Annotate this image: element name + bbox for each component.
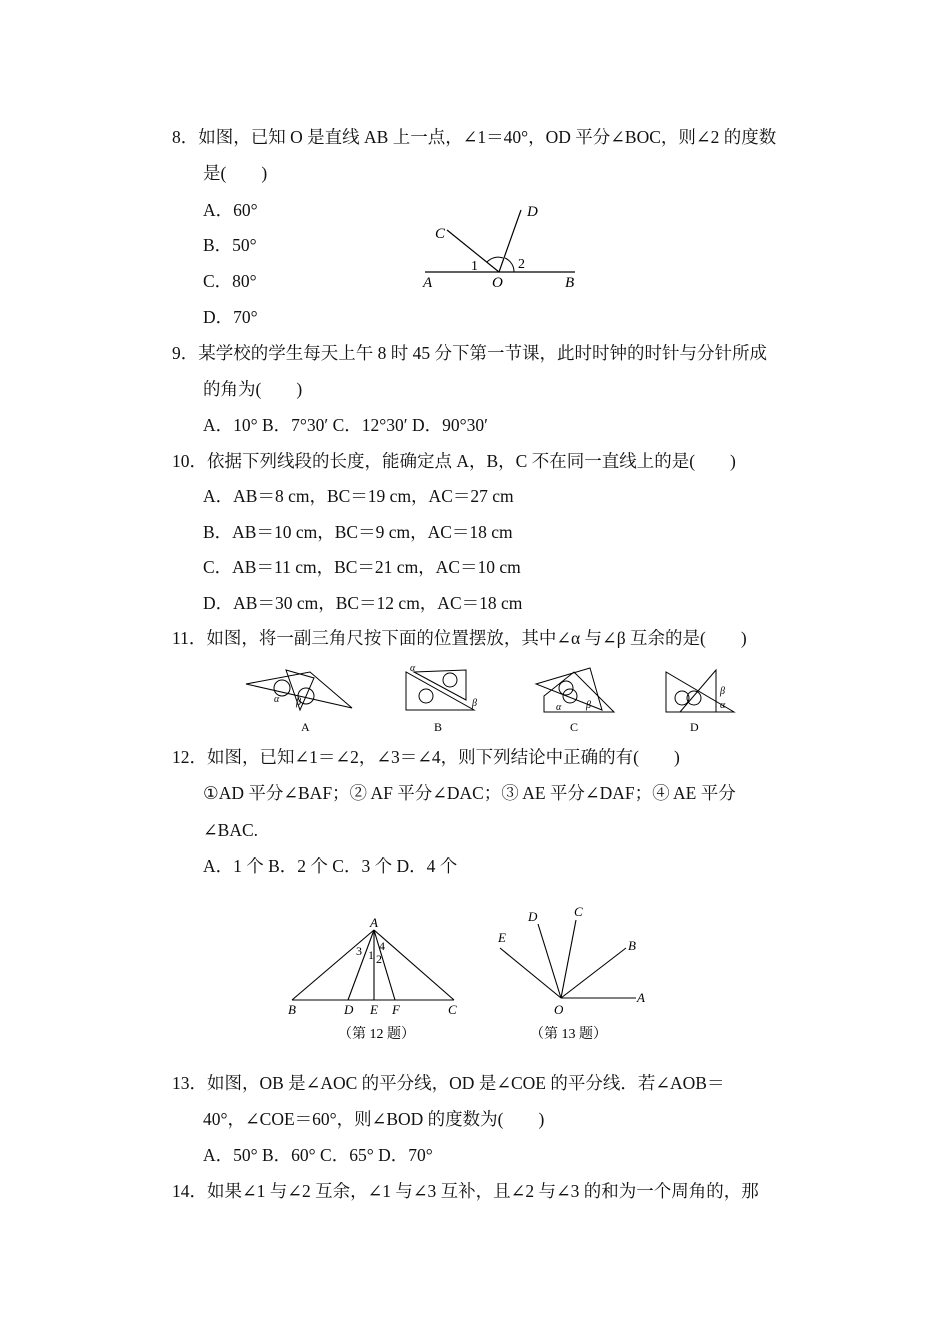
q12-figure bbox=[280, 910, 470, 1060]
q13-options: A．50° B．60° C．65° D．70° bbox=[203, 1145, 433, 1165]
q12-label-c: C bbox=[448, 1002, 457, 1017]
q8-option-a: A．60° bbox=[203, 200, 258, 220]
q8-label-o: O bbox=[492, 275, 503, 291]
q8-angle-arc-1 bbox=[487, 257, 503, 262]
q11-figure-c bbox=[530, 660, 620, 743]
q12-statements-line2: ∠BAC. bbox=[203, 820, 259, 840]
q11-label-a: A bbox=[301, 720, 310, 734]
q13-label-b: B bbox=[628, 938, 636, 953]
q11a-alpha: α bbox=[274, 694, 280, 705]
q11b-alpha: α bbox=[410, 663, 416, 674]
q8-option-d: D．70° bbox=[203, 307, 258, 327]
q12-label-b: B bbox=[288, 1002, 296, 1017]
q13-stem-line2: 40°，∠COE＝60°，则∠BOD 的度数为( ) bbox=[203, 1109, 545, 1129]
q11a-beta: β bbox=[296, 697, 301, 708]
q12-label-3: 3 bbox=[356, 944, 362, 958]
q11b-beta: β bbox=[472, 698, 477, 709]
q12-stem: 12．如图，已知∠1＝∠2，∠3＝∠4，则下列结论中正确的有( ) bbox=[172, 747, 680, 767]
q8-label-angle1: 1 bbox=[471, 259, 478, 274]
q11c-alpha: α bbox=[556, 702, 562, 713]
q11-label-c: C bbox=[570, 720, 579, 734]
q11-label-b: B bbox=[434, 720, 443, 734]
q8-label-a: A bbox=[423, 275, 433, 291]
q10-option-c: C．AB＝11 cm，BC＝21 cm，AC＝10 cm bbox=[203, 557, 521, 577]
q10-option-a: A．AB＝8 cm，BC＝19 cm，AC＝27 cm bbox=[203, 486, 514, 506]
q13-caption: （第 13 题） bbox=[530, 1027, 607, 1042]
q13-label-a: A bbox=[637, 990, 645, 1005]
q8-stem-line1: 8．如图，已知 O 是直线 AB 上一点，∠1＝40°，OD 平分∠BOC，则∠2 的度数 bbox=[172, 127, 777, 147]
q13-label-c: C bbox=[574, 904, 583, 919]
q9-stem-line1: 9．某学校的学生每天上午 8 时 45 分下第一节课，此时时钟的时针与分针所成 bbox=[172, 343, 767, 363]
q12-caption: （第 12 题） bbox=[338, 1027, 415, 1042]
q8-figure bbox=[415, 198, 590, 298]
q11c-beta: β bbox=[586, 700, 591, 711]
q12-label-e: E bbox=[370, 1002, 378, 1017]
q8-option-c: C．80° bbox=[203, 271, 257, 291]
q10-stem: 10．依据下列线段的长度，能确定点 A，B，C 不在同一直线上的是( ) bbox=[172, 451, 736, 471]
q14-stem-line1: 14．如果∠1 与∠2 互余，∠1 与∠3 互补，且∠2 与∠3 的和为一个周角的，那 bbox=[172, 1181, 759, 1201]
q8-angle-arc-2 bbox=[505, 258, 514, 272]
q12-statements-line1: ①AD 平分∠BAF；② AF 平分∠DAC；③ AE 平分∠DAF；④ AE 平分 bbox=[203, 783, 736, 803]
q11-figure-b bbox=[400, 660, 490, 743]
q10-option-b: B．AB＝10 cm，BC＝9 cm，AC＝18 cm bbox=[203, 522, 513, 542]
q9-stem-line2: 的角为( ) bbox=[203, 379, 303, 399]
q12-label-4: 4 bbox=[379, 939, 385, 953]
q8-option-b: B．50° bbox=[203, 235, 257, 255]
q11d-alpha: α bbox=[720, 700, 726, 711]
q12-label-2: 2 bbox=[376, 952, 382, 966]
q8-label-b: B bbox=[565, 275, 575, 291]
q8-label-d: D bbox=[527, 204, 538, 220]
q11-label-d: D bbox=[690, 720, 699, 734]
q8-label-c: C bbox=[435, 226, 446, 242]
q11-figure-d bbox=[660, 660, 750, 743]
q13-stem-line1: 13．如图，OB 是∠AOC 的平分线，OD 是∠COE 的平分线．若∠AOB＝ bbox=[172, 1073, 725, 1093]
q13-label-e: E bbox=[498, 930, 506, 945]
q12-label-f: F bbox=[392, 1002, 400, 1017]
q13-label-d: D bbox=[528, 909, 538, 924]
q8-stem-line2: 是( ) bbox=[203, 163, 268, 183]
q10-option-d: D．AB＝30 cm，BC＝12 cm，AC＝18 cm bbox=[203, 593, 523, 613]
q9-options: A．10° B．7°30′ C．12°30′ D．90°30′ bbox=[203, 415, 488, 435]
q13-label-o: O bbox=[554, 1002, 564, 1017]
q12-label-d: D bbox=[344, 1002, 354, 1017]
q8-label-angle2: 2 bbox=[518, 257, 525, 272]
q13-figure bbox=[490, 898, 660, 1060]
q12-options: A．1 个 B．2 个 C．3 个 D．4 个 bbox=[203, 856, 458, 876]
q11-stem: 11．如图，将一副三角尺按下面的位置摆放，其中∠α 与∠β 互余的是( ) bbox=[172, 628, 747, 648]
q11-figure-a bbox=[240, 660, 360, 743]
q12-label-a: A bbox=[370, 915, 378, 930]
q12-label-1: 1 bbox=[368, 948, 374, 962]
q11d-beta: β bbox=[720, 686, 725, 697]
